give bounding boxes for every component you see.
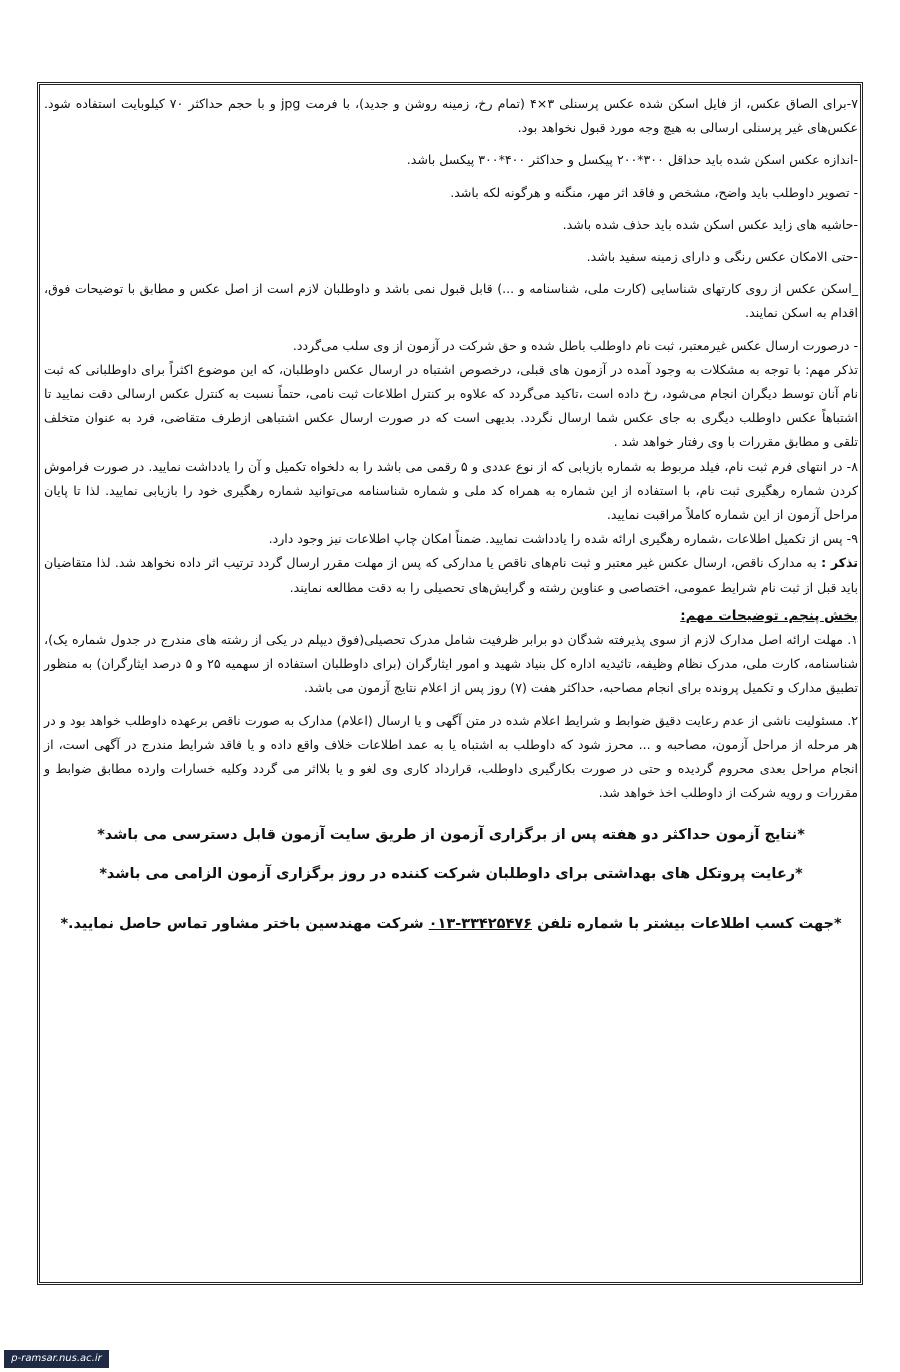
- paragraph-photo-size: -اندازه عکس اسکن شده باید حداقل ۳۰۰*۲۰۰ پیکسل و حداکثر ۴۰۰*۳۰۰ پیکسل باشد.: [406, 152, 858, 168]
- notice-results: *نتایج آزمون حداکثر دو هفته پس از برگزاری آزمون از طریق سایت آزمون قابل دسترسی می باشد*: [97, 827, 805, 844]
- paragraph-photo-rules: ۷-برای الصاق عکس، از فایل اسکن شده عکس پرسنلی ۳×۴ (تمام رخ، زمینه روشن و جدید)، با فرمت jpg و با حجم حداکثر ۷۰ کیلوبایت استفاده شود. عکس‌های غیر پرسنلی ارسالی به هیچ وجه مورد قبول نخواهد بود.: [44, 96, 858, 136]
- paragraph-important-note: تذکر مهم: با توجه به مشکلات به وجود آمده در آزمون های قبلی، درخصوص اشتباه در ارسال عکس داوطلبان، که این موضوع اکثراً برای داوطلبانی که ثبت نام آنان توسط دیگران انجام می‌شود، رخ داده است ،تاکید می‌گردد که علاوه بر کنترل اطلاعات ثبت نامی، حتماً نسبت به کنترل عکس ارسالی دقت نمایید تا اشتباهاً عکس داوطلب دیگری به جای عکس شما ارسال نگردد. بدیهی است که در صورت ارسال عکس اشتباهی ازطرف متقاضی، فرد به عنوان متخلف تلقی و مطابق مقررات با وی رفتار خواهد شد .: [44, 361, 858, 450]
- contact-prefix: *جهت کسب اطلاعات بیشتر با شماره تلفن: [532, 915, 842, 932]
- site-watermark: p-ramsar.nus.ac.ir: [4, 1350, 109, 1368]
- paragraph-recovery-number: ۸- در انتهای فرم ثبت نام، فیلد مربوط به شماره بازیابی که از نوع عددی و ۵ رقمی می باشد را به دلخواه تکمیل و آن را یادداشت نمایید. در صورت فراموش کردن شماره رهگیری ثبت نام، با استفاده از این شماره به همراه کد ملی و شماره شناسنامه می‌توانید شماره رهگیری خود را بازیابی نمایید. لذا تا پایان مراحل آزمون از این شماره کاملاً مراقبت نمایید.: [44, 458, 858, 523]
- paragraph-photo-color: -حتی الامکان عکس رنگی و دارای زمینه سفید باشد.: [586, 249, 858, 265]
- paragraph-invalid-photo: - درصورت ارسال عکس غیرمعتبر، ثبت نام داوطلب باطل شده و حق شرکت در آزمون از وی سلب می‌گردد.: [292, 337, 858, 353]
- section-five-item-2: ۲. مسئولیت ناشی از عدم رعایت دقیق ضوابط و شرایط اعلام شده در متن آگهی و یا ارسال (اعلام) مدارک به صورت ناقص برعهده داوطلب خواهد بود و در هر مرحله از مراحل آزمون، مصاحبه و ... محرز شود که داوطلب به اشتباه یا به عمد اطلاعات خلاف واقع داده و یا فاقد شرایط مندرج در آگهی است، از انجام مراحل بعدی محروم گردیده و حتی در صورت بکارگیری داوطلب، قرارداد کاری وی لغو و یا بلااثر می گردد وکلیه خسارات وارده مطابق ضوابط و مقررات و رویه شرکت از داوطلب اخذ خواهد شد.: [44, 712, 858, 801]
- notice-health-protocols: *رعایت پروتکل های بهداشتی برای داوطلبان شرکت کننده در روز برگزاری آزمون الزامی می باشد*: [99, 865, 803, 882]
- document-body: [44, 92, 858, 936]
- contact-suffix: شرکت مهندسین باختر مشاور تماس حاصل نمایید.*: [60, 915, 429, 932]
- paragraph-photo-id-cards: _اسکن عکس از روی کارتهای شناسایی (کارت ملی، شناسنامه و ...) قابل قبول نمی باشد و داوطلبان لازم است از اصل عکس و مطابق با توضیحات فوق، اقدام به اسکن نمایند.: [44, 281, 858, 321]
- paragraph-photo-margins: -حاشیه های زاید عکس اسکن شده باید حذف شده باشد.: [562, 216, 858, 232]
- paragraph-photo-clarity: - تصویر داوطلب باید واضح، مشخص و فاقد اثر مهر، منگنه و هرگونه لکه باشد.: [450, 184, 858, 200]
- contact-phone: ۰۱۳-۳۳۴۲۵۴۷۶: [428, 915, 533, 932]
- section-five-item-1: ۱. مهلت ارائه اصل مدارک لازم از سوی پذیرفته شدگان دو برابر ظرفیت شامل مدرک تحصیلی(فوق دیپلم در یکی از رشته های مندرج در جدول شماره یک)، شناسنامه، کارت ملی، مدرک نظام وظیفه، تائیدیه اداره کل بنیاد شهید و امور ایثارگران (برای داوطلبان استفاده از سهمیه ۲۵ و ۵ درصد ایثارگران) به منظور تطبیق مدارک و تکمیل پرونده برای انجام مصاحبه، حداکثر هفت (۷) روز پس از اعلام نتایج آزمون می باشد.: [44, 632, 858, 696]
- notice-contact: [44, 912, 858, 936]
- paragraph-tracking-number: ۹- پس از تکمیل اطلاعات ،شماره رهگیری ارائه شده را یادداشت نمایید. ضمناً امکان چاپ اطلاعات نیز وجود دارد.: [268, 531, 858, 547]
- note-text: به مدارک ناقص، ارسال عکس غیر معتبر و ثبت نام‌های ناقص یا مدارکی که پس از مهلت مقرر ارسال گردد ترتیب اثر داده نخواهد شد. لذا متقاضیان باید قبل از ثبت نام شرایط عمومی، اختصاصی و عناوین رشته و گرایش‌های تحصیلی را به دقت مطالعه نمایند.: [44, 555, 858, 595]
- section-five-heading: بخش پنجم. توضیحات مهم:: [680, 607, 858, 624]
- paragraph-note: [44, 551, 858, 599]
- note-label: تذکر :: [821, 555, 858, 571]
